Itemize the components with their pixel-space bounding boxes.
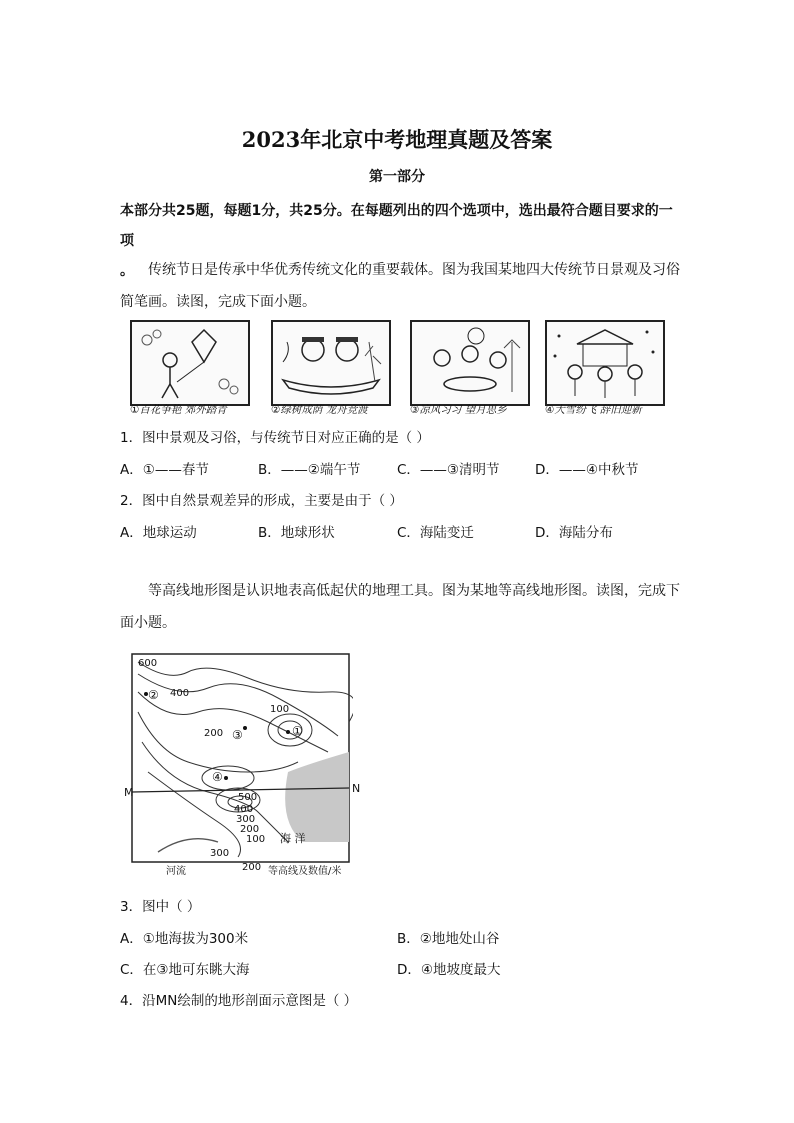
q2-option-b: B．地球形状	[258, 525, 335, 541]
map-point-3: ③	[232, 728, 243, 742]
festival-caption-3: ③凉风习习 望月思乡	[410, 404, 507, 416]
page-title: 2023年北京中考地理真题及答案	[241, 127, 553, 152]
festival-sketch-2	[271, 320, 391, 406]
legend-contour: 等高线及数值/米	[268, 866, 342, 877]
q2-option-c: C．海陆变迁	[397, 525, 474, 541]
q1-option-b: B．——②端午节	[258, 462, 361, 478]
legend-river: 河流	[166, 866, 186, 877]
festival-caption-1: ①百花争艳 郊外踏青	[130, 404, 227, 416]
contour-label-100-south: 100	[246, 834, 266, 845]
contour-label-600: 600	[138, 658, 158, 669]
intro-paragraph-1: 传统节日是传承中华优秀传统文化的重要载体。图为我国某地四大传统节日景观及习俗简笔画。读图，完成下面小题。	[120, 262, 680, 310]
legend-contour-value: 200	[242, 862, 262, 873]
instructions-line-1: 本部分共25题，每题1分，共25分。在每题列出的四个选项中，选出最符合题目要求的一项	[120, 203, 673, 249]
map-point-1: ①	[292, 724, 303, 738]
instructions-line-2: 。	[120, 263, 134, 279]
contour-label-400-north: 400	[170, 688, 190, 699]
q2-option-a: A．地球运动	[120, 525, 197, 541]
q1-option-c: C．——③清明节	[397, 462, 500, 478]
q3-option-d: D．④地坡度最大	[397, 962, 501, 978]
endpoint-n: N	[352, 782, 361, 795]
festival-sketch-1	[130, 320, 250, 406]
question-2-stem: 2．图中自然景观差异的形成，主要是由于（ ）	[120, 493, 403, 509]
q3-option-a: A．①地海拔为300米	[120, 931, 249, 947]
contour-map	[124, 652, 361, 877]
contour-label-100-north: 100	[270, 704, 290, 715]
q3-option-b: B．②地地处山谷	[397, 931, 500, 947]
intro-paragraph-2: 等高线地形图是认识地表高低起伏的地理工具。图为某地等高线地形图。读图，完成下面小题。	[120, 583, 680, 631]
contour-label-300-west: 300	[210, 848, 230, 859]
section-title: 第一部分	[369, 169, 425, 185]
question-3-stem: 3．图中（ ）	[120, 899, 201, 915]
q1-option-d: D．——④中秋节	[535, 462, 639, 478]
contour-label-200-south: 200	[240, 824, 260, 835]
sea-label: 海 洋	[280, 832, 306, 845]
q2-option-d: D．海陆分布	[535, 525, 613, 541]
question-4-stem: 4．沿MN绘制的地形剖面示意图是（ ）	[120, 993, 358, 1009]
contour-label-300-south: 300	[236, 814, 256, 825]
contour-label-500: 500	[238, 792, 258, 803]
map-point-2: ②	[148, 688, 159, 702]
festival-sketch-4	[545, 320, 665, 406]
contour-label-400-south: 400	[234, 804, 254, 815]
festival-sketch-3	[410, 320, 530, 406]
map-point-4: ④	[212, 770, 223, 784]
festival-caption-4: ④大雪纷飞 辞旧迎新	[545, 404, 642, 416]
endpoint-m: M	[124, 786, 134, 799]
q3-option-c: C．在③地可东眺大海	[120, 962, 250, 978]
question-1-stem: 1．图中景观及习俗，与传统节日对应正确的是（ ）	[120, 430, 430, 446]
contour-label-200-north: 200	[204, 728, 224, 739]
q1-option-a: A．①——春节	[120, 462, 209, 478]
festival-caption-2: ②绿树成荫 龙舟竞渡	[271, 404, 368, 416]
